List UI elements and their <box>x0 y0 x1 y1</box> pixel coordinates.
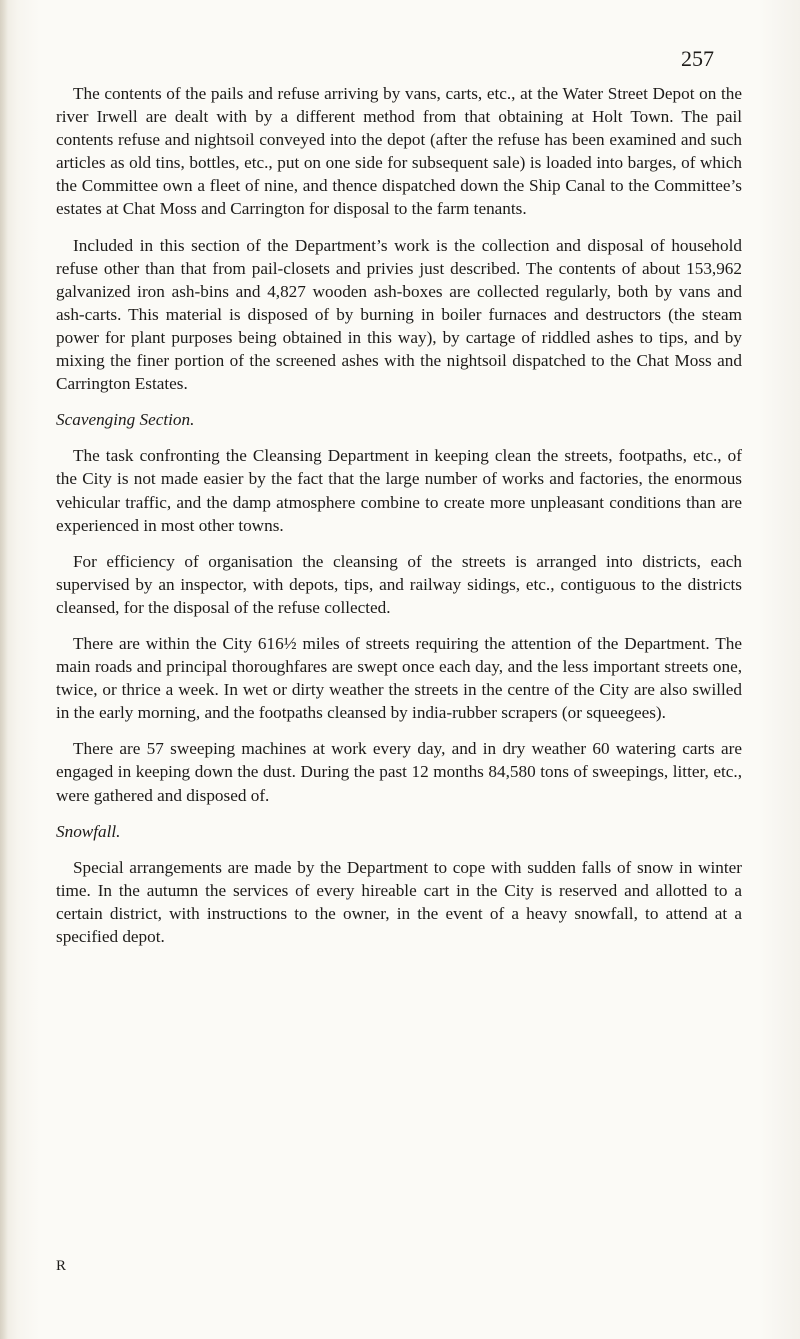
gutter-shadow <box>0 0 8 1339</box>
page-number: 257 <box>681 46 714 71</box>
heading-snowfall: Snowfall. <box>56 821 121 841</box>
heading-scavenging-section: Scavenging Section. <box>56 410 195 430</box>
paragraph-household-refuse: Included in this section of the Department’s work is the collection and disposal of household refuse other than that from pail-closets and privies just described. The contents of about 153,962 galvanized iron ash-bins and 4,827 wooden ash-boxes are collected regularly, both by vans and ash-carts. This material is disposed of by burning in boiler furnaces and destructors (the steam power for plant purposes being obtained in this way), by cartage of riddled ashes to tips, and by mixing the finer portion of the screened ashes with the nightsoil dispatched to the Chat Moss and Carrington Estates. <box>56 235 742 394</box>
signature-mark: R <box>56 1258 67 1274</box>
page-content <box>56 82 742 961</box>
paragraph-street-mileage: There are within the City 616½ miles of streets requiring the attention of the Department. The main roads and principal thoroughfares are swept once each day, and the less important streets one, twice, or thrice a week. In wet or dirty weather the streets in the centre of the City are also swilled in the early morning, and the footpaths cleansed by india-rubber scrapers (or squeegees). <box>56 633 742 723</box>
paragraph-snow-arrangements: Special arrangements are made by the Department to cope with sudden falls of snow in winter time. In the autumn the services of every hireable cart in the City is reserved and allotted to a certain district, with instructions to the owner, in the event of a heavy snowfall, to attend at a specified depot. <box>56 857 742 946</box>
paragraph-water-street-depot: The contents of the pails and refuse arriving by vans, carts, etc., at the Water Street Depot on the river Irwell are dealt with by a different method from that obtaining at Holt Town. The pail contents refuse and nightsoil conveyed into the depot (after the refuse has been examined and such articles as old tins, bottles, etc., put on one side for subsequent sale) is loaded into barges, of which the Committee own a fleet of nine, and thence dispatched down the Ship Canal to the Committee’s estates at Chat Moss and Carrington for disposal to the farm tenants. <box>56 84 742 219</box>
paragraph-cleansing-task: The task confronting the Cleansing Department in keeping clean the streets, footpaths, etc., of the City is not made easier by the fact that the large number of works and factories, the enormous vehicular traffic, and the damp atmosphere combine to create more unpleasant conditions than are experienced in most other towns. <box>56 446 742 535</box>
paragraph-organisation: For efficiency of organisation the cleansing of the streets is arranged into districts, each supervised by an inspector, with depots, tips, and railway sidings, etc., contiguous to the districts cleansed, for the disposal of the refuse collected. <box>56 551 742 617</box>
paragraph-sweeping-machines: There are 57 sweeping machines at work every day, and in dry weather 60 watering carts are engaged in keeping down the dust. During the past 12 months 84,580 tons of sweepings, litter, etc., were gathered and disposed of. <box>56 739 742 805</box>
